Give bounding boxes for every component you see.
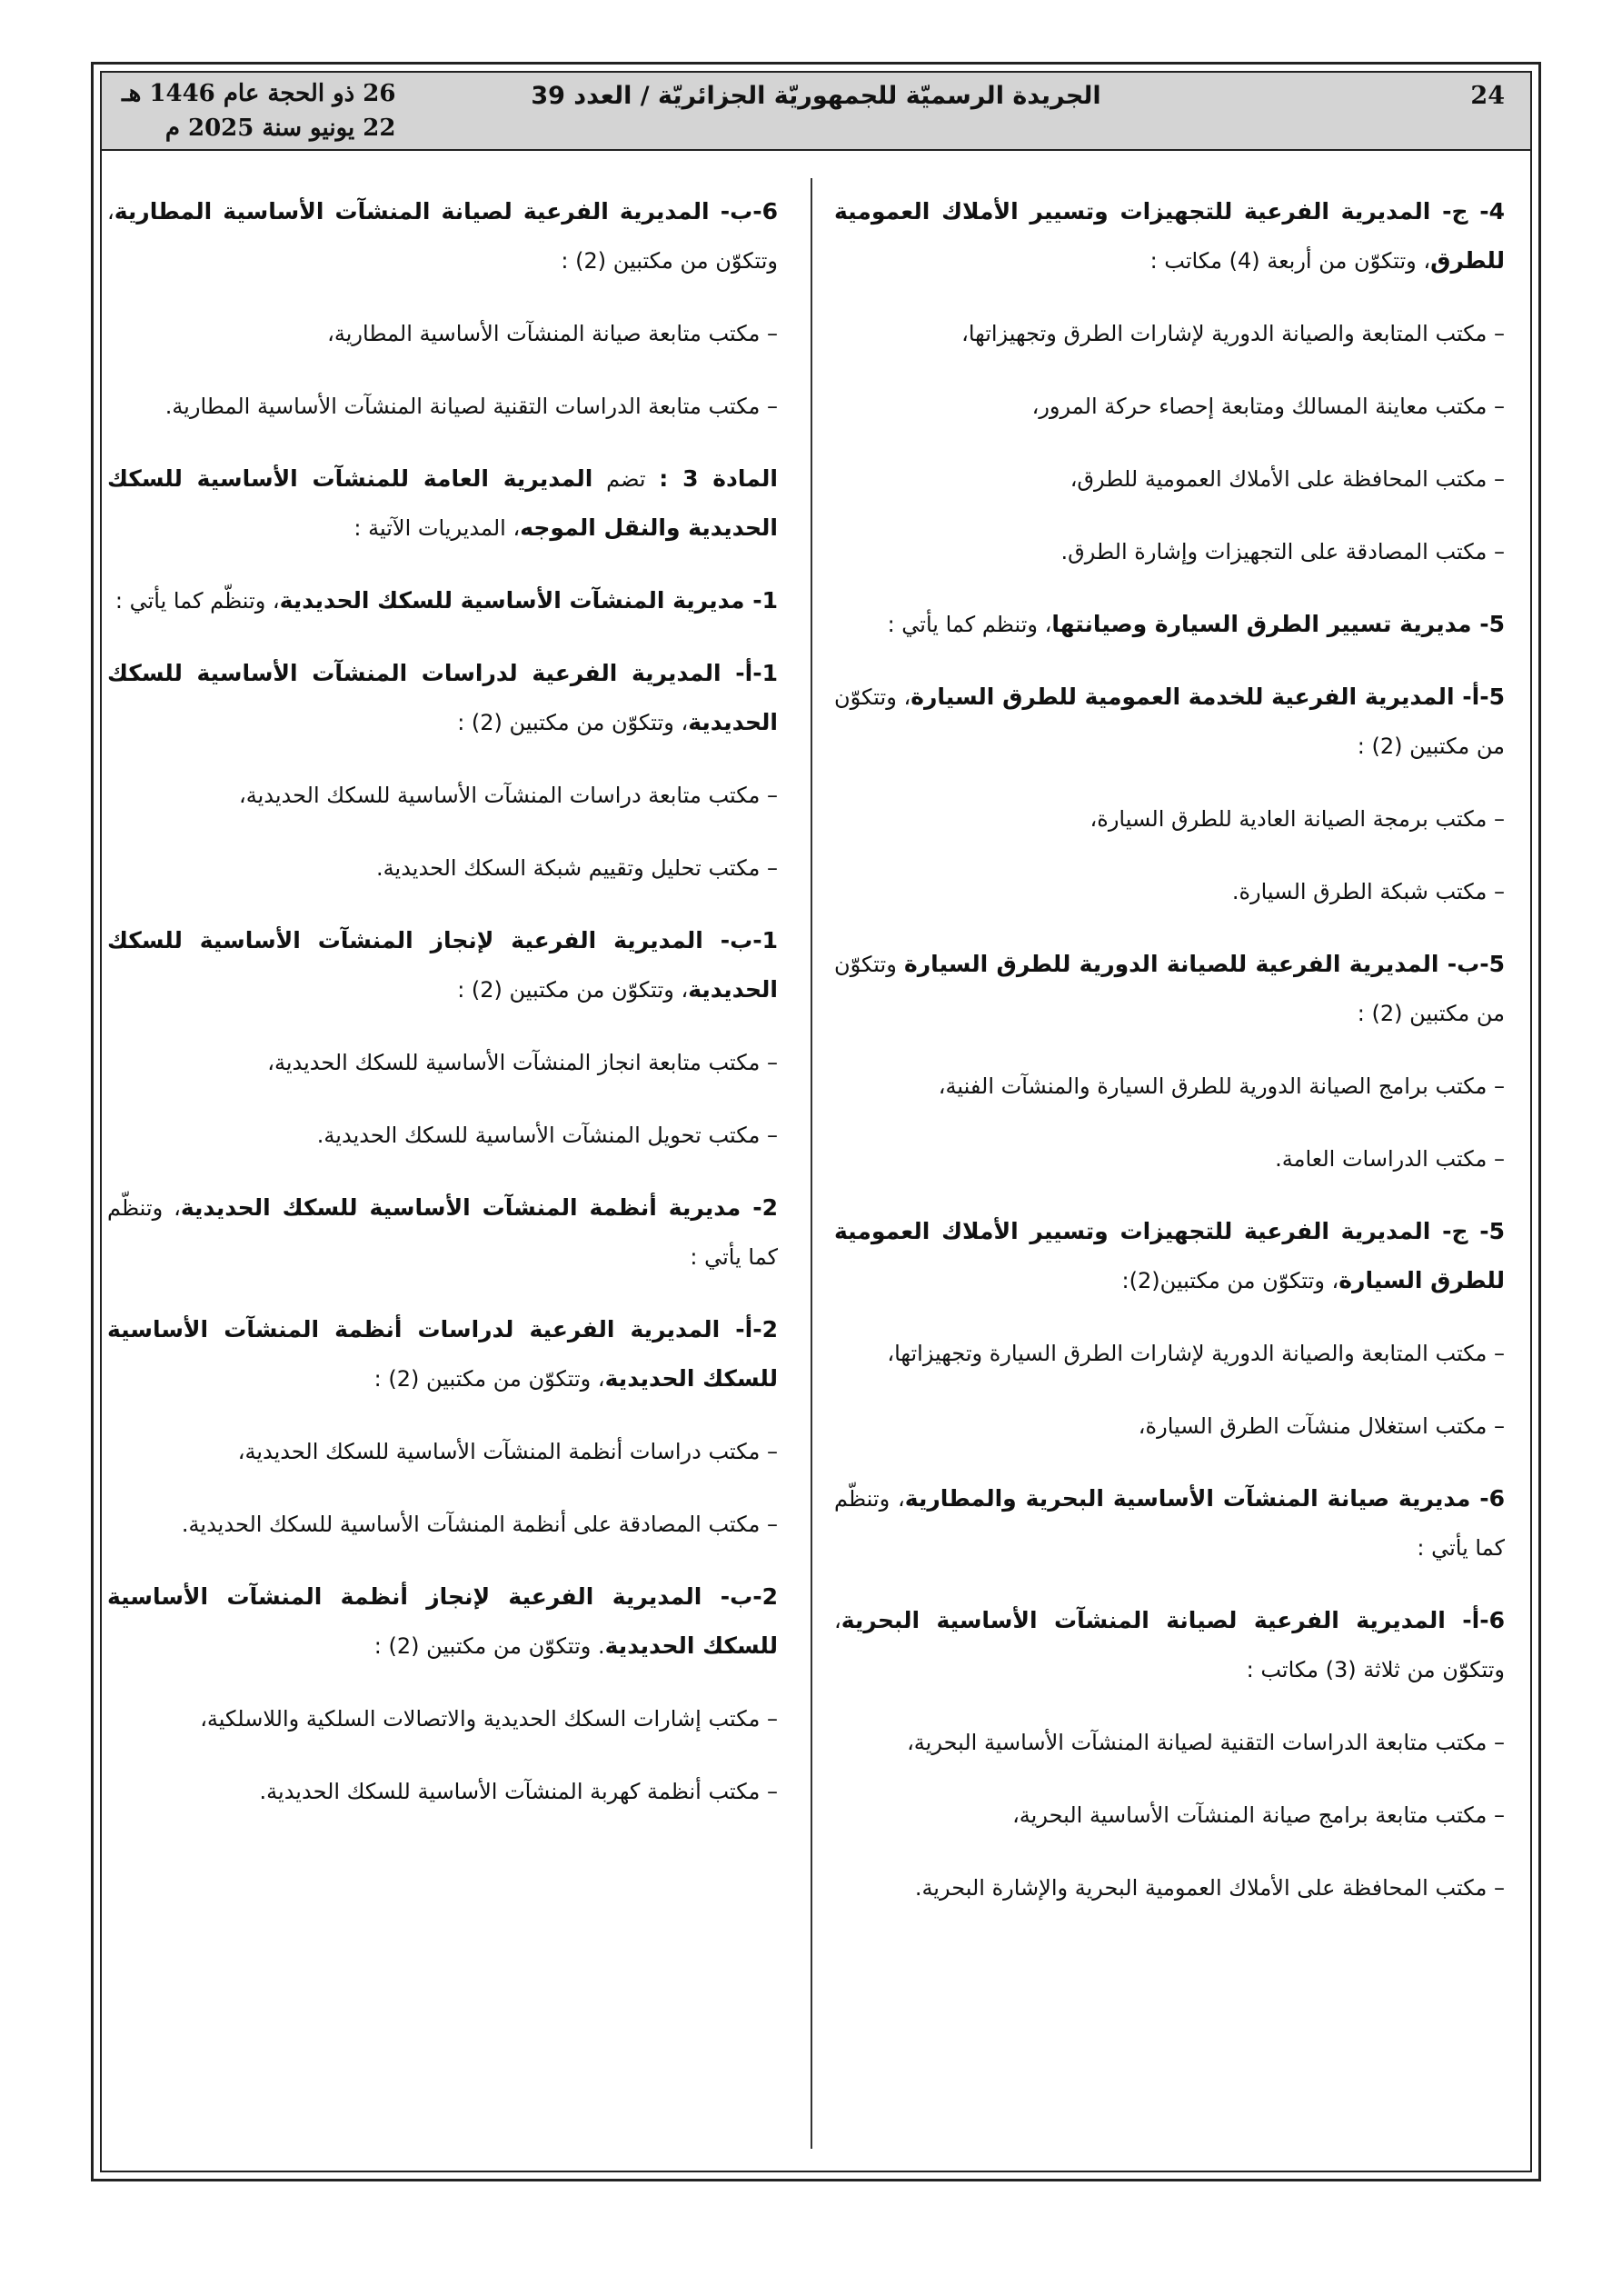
paragraph bbox=[834, 187, 1505, 285]
list-item: – مكتب تحويل المنشآت الأساسية للسكك الحديدية. bbox=[316, 1123, 778, 1148]
paragraph bbox=[107, 1305, 778, 1403]
directorate-heading: 5- مديرية تسيير الطرق السيارة وصيانتها bbox=[1051, 611, 1505, 637]
issue-date bbox=[122, 76, 395, 145]
paragraph-text: ، وتنظم كما يأتي : bbox=[887, 612, 1052, 637]
paragraph bbox=[834, 940, 1505, 1038]
directorate-heading: 2- مديرية أنظمة المنشآت الأساسية للسكك الحديدية bbox=[180, 1194, 778, 1221]
list-item: – مكتب الدراسات العامة. bbox=[1275, 1146, 1505, 1172]
subdirectorate-heading: 5-أ- المديرية الفرعية للخدمة العمومية للطرق السيارة bbox=[911, 684, 1505, 710]
paragraph bbox=[107, 1572, 778, 1671]
right-column bbox=[834, 187, 1505, 2160]
list-item: – مكتب دراسات أنظمة المنشآت الأساسية للسكك الحديدية، bbox=[237, 1439, 778, 1464]
list-item: – مكتب المحافظة على الأملاك العمومية البحرية والإشارة البحرية. bbox=[914, 1875, 1505, 1901]
paragraph-text: ، وتتكوّن من مكتبين (2) : bbox=[107, 199, 778, 274]
article-paragraph bbox=[107, 454, 778, 553]
date-gregorian: 22 يونيو سنة 2025 م bbox=[164, 115, 396, 142]
paragraph-text: ، وتنظّم كما يأتي : bbox=[107, 1195, 778, 1270]
paragraph-text: . وتتكوّن من مكتبين (2) : bbox=[373, 1633, 605, 1659]
list-item: – مكتب متابعة دراسات المنشآت الأساسية للسكك الحديدية، bbox=[238, 783, 778, 808]
list-item: – مكتب المصادقة على أنظمة المنشآت الأساسية للسكك الحديدية. bbox=[181, 1512, 778, 1537]
list-item: – مكتب تحليل وتقييم شبكة السكك الحديدية. bbox=[376, 855, 778, 881]
paragraph-text: ، وتتكوّن من مكتبين (2) : bbox=[457, 710, 689, 735]
paragraph bbox=[107, 649, 778, 747]
list-item: – مكتب إشارات السكك الحديدية والاتصالات السلكية واللاسلكية، bbox=[200, 1706, 778, 1732]
gazette-title: الجريدة الرسميّة للجمهوريّة الجزائريّة / العدد 39 bbox=[531, 82, 1101, 110]
page-number: 24 bbox=[1470, 82, 1505, 110]
paragraph bbox=[834, 1207, 1505, 1305]
paragraph-text: وتتكوّن من مكتبين (2) : bbox=[834, 952, 1505, 1026]
paragraph-text: ، وتتكوّن من مكتبين (2) : bbox=[373, 1366, 605, 1392]
directorate-heading: 6- مديرية صيانة المنشآت الأساسية البحرية والمطارية bbox=[904, 1485, 1505, 1512]
subdirectorate-heading: 1-ب- المديرية الفرعية لإنجاز المنشآت الأساسية للسكك الحديدية bbox=[107, 927, 778, 1003]
page-header bbox=[102, 73, 1530, 151]
article-number: المادة 3 : bbox=[659, 465, 778, 492]
date-hijri: 26 ذو الحجة عام 1446 هـ bbox=[122, 80, 396, 107]
list-item: – مكتب متابعة صيانة المنشآت الأساسية المطارية، bbox=[327, 321, 778, 346]
paragraph bbox=[107, 916, 778, 1014]
paragraph bbox=[107, 576, 778, 625]
list-item: – مكتب برامج الصيانة الدورية للطرق السيارة والمنشآت الفنية، bbox=[938, 1073, 1505, 1099]
subdirectorate-heading: 6-ب- المديرية الفرعية لصيانة المنشآت الأساسية المطارية bbox=[114, 198, 778, 225]
list-item: – مكتب المصادقة على التجهيزات وإشارة الطرق. bbox=[1060, 539, 1505, 564]
subdirectorate-heading: 2-ب- المديرية الفرعية لإنجاز أنظمة المنشآت الأساسية للسكك الحديدية bbox=[107, 1583, 778, 1659]
subdirectorate-heading: 6-أ- المديرية الفرعية لصيانة المنشآت الأساسية البحرية bbox=[841, 1607, 1505, 1633]
list-item: – مكتب متابعة الدراسات التقنية لصيانة المنشآت الأساسية البحرية، bbox=[907, 1730, 1505, 1755]
list-item: – مكتب متابعة انجاز المنشآت الأساسية للسكك الحديدية، bbox=[267, 1050, 778, 1075]
left-column bbox=[107, 187, 778, 2160]
paragraph-text: ، وتتكوّن من مكتبين (2) : bbox=[834, 684, 1505, 759]
subdirectorate-heading: 1-أ- المديرية الفرعية لدراسات المنشآت الأساسية للسكك الحديدية bbox=[107, 660, 778, 735]
paragraph bbox=[107, 187, 778, 285]
list-item: – مكتب معاينة المسالك ومتابعة إحصاء حركة المرور، bbox=[1031, 394, 1505, 419]
subdirectorate-heading: 2-أ- المديرية الفرعية لدراسات أنظمة المنشآت الأساسية للسكك الحديدية bbox=[107, 1316, 778, 1392]
paragraph-text: ، وتنظّم كما يأتي : bbox=[114, 588, 280, 614]
paragraph-text: ، وتتكوّن من مكتبين(2): bbox=[1121, 1268, 1339, 1293]
subdirectorate-heading: 5- ج- المديرية الفرعية للتجهيزات وتسيير الأملاك العمومية للطرق السيارة bbox=[834, 1218, 1505, 1293]
list-item: – مكتب المحافظة على الأملاك العمومية للطرق، bbox=[1070, 466, 1505, 492]
paragraph bbox=[834, 1474, 1505, 1572]
list-item: – مكتب متابعة برامج صيانة المنشآت الأساسية البحرية، bbox=[1012, 1802, 1505, 1828]
list-item: – مكتب متابعة الدراسات التقنية لصيانة المنشآت الأساسية المطارية. bbox=[164, 394, 778, 419]
subdirectorate-heading: 4- ج- المديرية الفرعية للتجهيزات وتسيير الأملاك العمومية للطرق bbox=[834, 198, 1505, 274]
paragraph-text: ، وتتكوّن من ثلاثة (3) مكاتب : bbox=[834, 1608, 1505, 1682]
paragraph-text: ، وتتكوّن من مكتبين (2) : bbox=[457, 977, 689, 1003]
paragraph-text: ، المديريات الآتية : bbox=[353, 515, 521, 541]
paragraph bbox=[107, 1183, 778, 1282]
list-item: – مكتب استغلال منشآت الطرق السيارة، bbox=[1138, 1413, 1505, 1439]
paragraph-text: ، وتنظّم كما يأتي : bbox=[834, 1486, 1505, 1561]
paragraph-text: تضم bbox=[592, 466, 660, 492]
list-item: – مكتب المتابعة والصيانة الدورية لإشارات الطرق وتجهيزاتها، bbox=[961, 321, 1505, 346]
list-item: – مكتب شبكة الطرق السيارة. bbox=[1231, 879, 1505, 904]
directorate-heading: 1- مديرية المنشآت الأساسية للسكك الحديدية bbox=[279, 587, 778, 614]
column-divider bbox=[811, 178, 812, 2149]
paragraph bbox=[834, 673, 1505, 771]
paragraph-text: ، وتتكوّن من أربعة (4) مكاتب : bbox=[1149, 248, 1431, 274]
list-item: – مكتب برمجة الصيانة العادية للطرق السيارة، bbox=[1090, 806, 1505, 832]
subdirectorate-heading: 5-ب- المديرية الفرعية للصيانة الدورية للطرق السيارة bbox=[904, 951, 1505, 977]
general-directorate-heading: المديرية العامة للمنشآت الأساسية للسكك الحديدية والنقل الموجه bbox=[107, 465, 778, 541]
list-item: – مكتب المتابعة والصيانة الدورية لإشارات الطرق السيارة وتجهيزاتها، bbox=[887, 1341, 1505, 1366]
paragraph bbox=[834, 600, 1505, 649]
list-item: – مكتب أنظمة كهربة المنشآت الأساسية للسكك الحديدية. bbox=[259, 1779, 778, 1804]
paragraph bbox=[834, 1596, 1505, 1694]
